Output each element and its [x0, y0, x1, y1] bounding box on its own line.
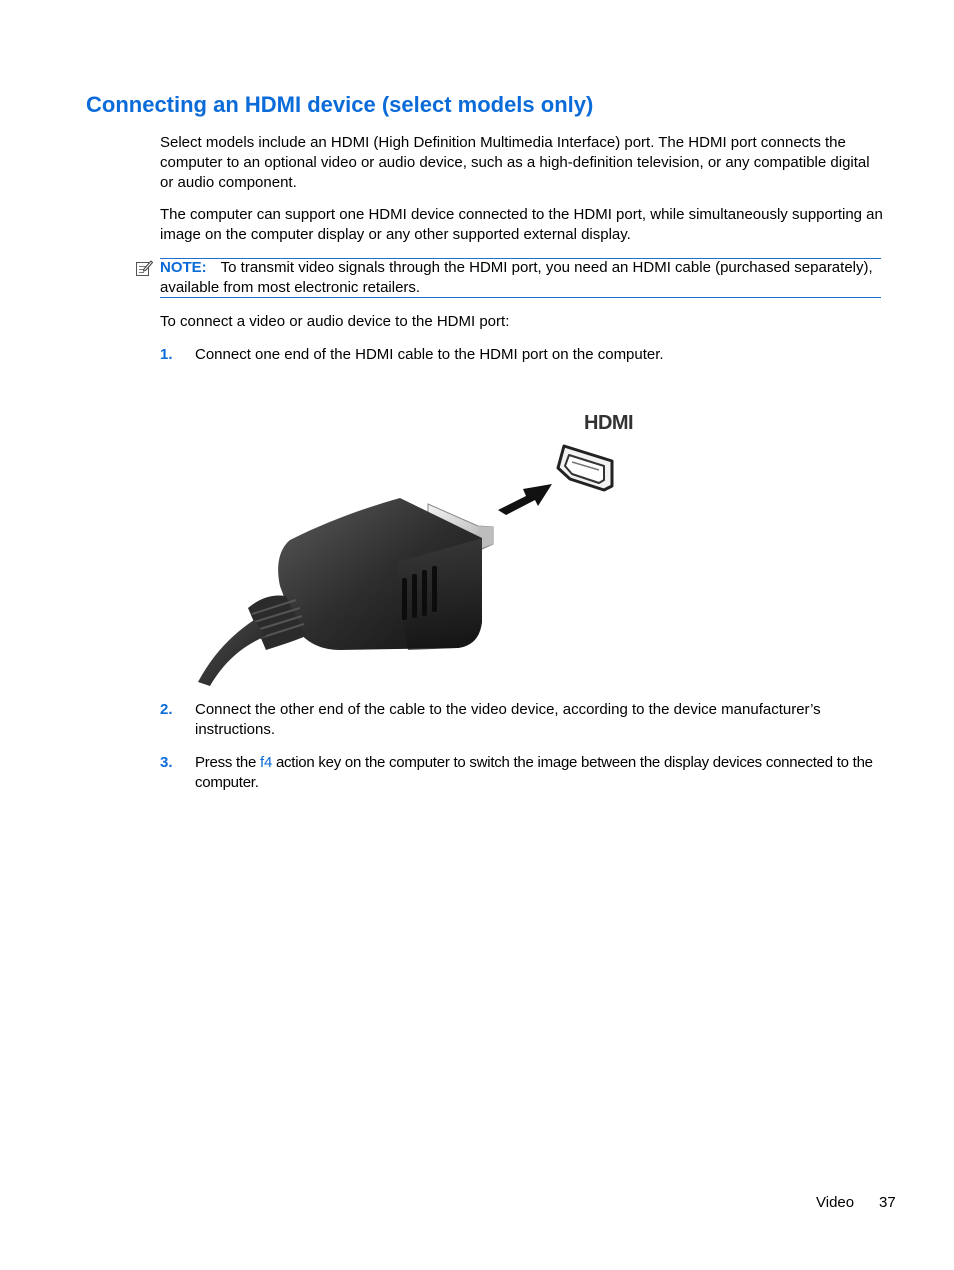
step-number: 3.	[160, 754, 173, 771]
hdmi-port-icon	[558, 446, 612, 490]
steps-intro: To connect a video or audio device to the HDMI port:	[160, 313, 510, 330]
hdmi-connection-illustration	[190, 400, 650, 690]
f4-key-link[interactable]: f4	[260, 754, 273, 771]
support-paragraph: The computer can support one HDMI device connected to the HDMI port, while simultaneously supporting an image on the computer display or any other supported external display.	[160, 206, 883, 243]
note-pencil-icon	[135, 259, 153, 277]
step-text: Connect the other end of the cable to the video device, according to the device manufacturer’s instructions.	[195, 701, 821, 738]
page-title: Connecting an HDMI device (select models only)	[86, 92, 594, 117]
footer-section: Video	[816, 1194, 855, 1211]
step-text: Press the f4 action key on the computer to switch the image between the display devices connected to the computer.	[195, 754, 873, 791]
note	[160, 258, 881, 298]
hdmi-plug-icon	[198, 498, 493, 686]
step-number: 2.	[160, 701, 173, 718]
intro-paragraph: Select models include an HDMI (High Definition Multimedia Interface) port. The HDMI port connects the computer to an optional video or audio device, such as a high-definition television, or any compatible digital or audio component.	[160, 134, 870, 191]
step-text: Connect one end of the HDMI cable to the HDMI port on the computer.	[195, 346, 664, 363]
page-number: 37	[879, 1194, 896, 1211]
step-number: 1.	[160, 346, 173, 363]
note-label: NOTE:	[160, 259, 207, 276]
arrow-icon	[498, 484, 552, 515]
note-text: To transmit video signals through the HDMI port, you need an HDMI cable (purchased separately), available from most electronic retailers.	[160, 259, 873, 296]
hdmi-port-label: HDMI	[584, 412, 634, 434]
